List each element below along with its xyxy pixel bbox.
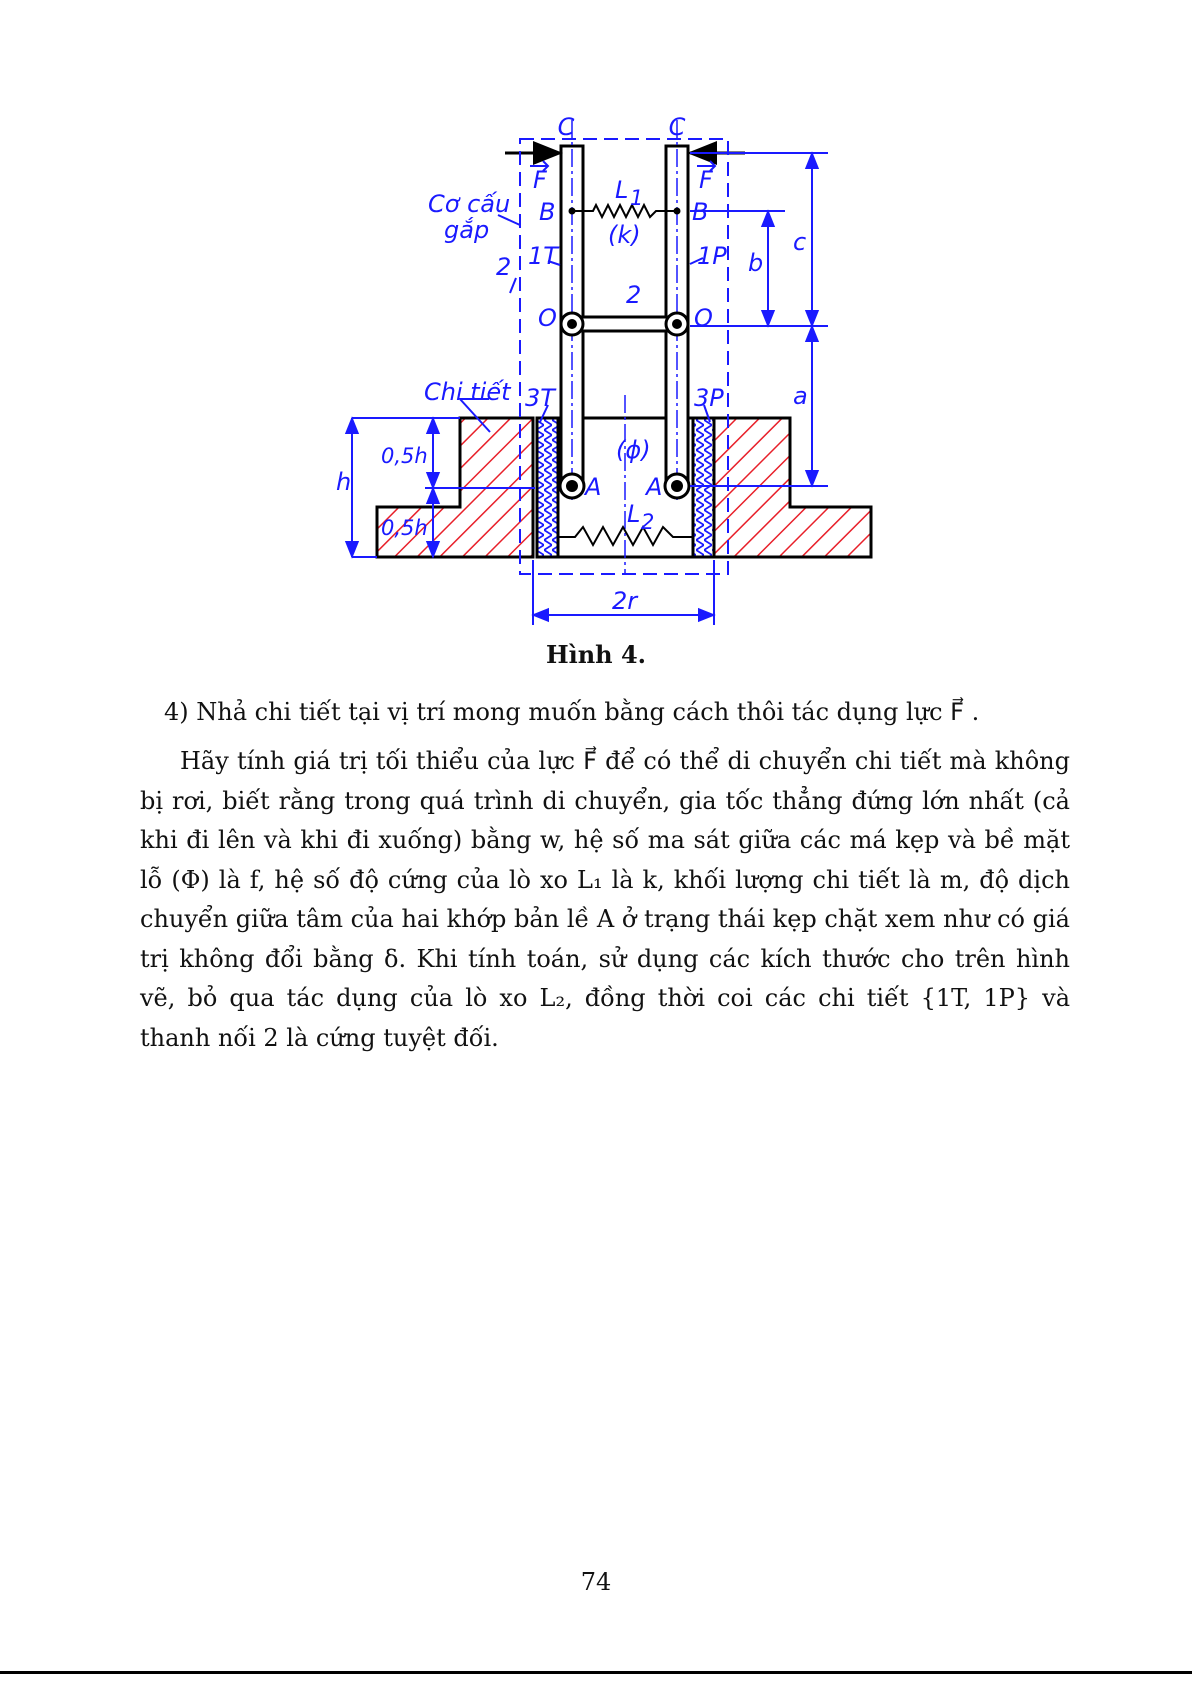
label-dim-b: b <box>748 249 764 277</box>
label-l2: L <box>627 500 641 528</box>
label-b-left: B <box>539 198 556 226</box>
label-c-right: C <box>668 113 686 141</box>
label-l2-sub: 2 <box>641 510 655 534</box>
label-b-right: B <box>692 198 709 226</box>
label-dim-h: h <box>336 468 352 496</box>
label-3p: 3P <box>694 384 724 412</box>
clamp-pad-3t <box>537 418 558 557</box>
list-item-4: 4) Nhả chi tiết tại vị trí mong muốn bằng cách thôi tác dụng lực F⃗ . <box>164 698 980 726</box>
label-k: (k) <box>608 221 641 249</box>
joint-a-right <box>665 474 689 498</box>
label-3t: 3T <box>525 384 555 412</box>
workpiece-right-section <box>714 418 871 557</box>
label-1t: 1T <box>528 242 558 270</box>
bottom-rule <box>0 1671 1192 1674</box>
page-number: 74 <box>580 1568 612 1596</box>
spring-l1 <box>572 205 677 217</box>
connecting-rod-2 <box>572 317 677 331</box>
gripper-mechanism-figure <box>0 0 1192 640</box>
label-dim-2r: 2r <box>612 587 638 615</box>
label-hole: (ϕ) <box>616 436 651 464</box>
label-l1-sub: 1 <box>630 186 644 210</box>
label-mechanism-line1: Cơ cấu <box>428 190 511 218</box>
label-detail: Chi tiết <box>424 378 511 406</box>
label-dim-c: c <box>793 228 807 256</box>
label-dim-a: a <box>793 382 808 410</box>
label-c-left: C <box>557 113 575 141</box>
label-part-2-lower: 2 <box>626 281 642 309</box>
joint-o-right <box>666 313 688 335</box>
joint-a-left <box>560 474 584 498</box>
label-mechanism-line2: gắp <box>444 216 490 244</box>
label-a-left: A <box>585 473 602 501</box>
figure-caption: Hình 4. <box>545 640 647 669</box>
label-half-h-lower: 0,5h <box>381 516 428 540</box>
label-1p: 1P <box>697 242 727 270</box>
label-o-right: O <box>694 304 713 332</box>
clamp-pad-3p <box>693 418 714 557</box>
label-f-right: F <box>699 166 713 194</box>
label-half-h-upper: 0,5h <box>381 444 428 468</box>
label-part-2-upper: 2 <box>496 253 512 281</box>
problem-paragraph: Hãy tính giá trị tối thiểu của lực F⃗ để có thể di chuyển chi tiết mà không bị rơi, biết rằng trong quá trình di chuyển, gia tốc thẳng đứng lớn nhất (cả khi đi lên và khi đi xuống) bằng w, hệ số ma sát giữa các má kẹp và bề mặt lỗ (Φ) là f, hệ số độ cứng của lò xo L₁ là k, khối lượng chi tiết là m, độ dịch chuyển giữa tâm của hai khớp bản lề A ở trạng thái kẹp chặt xem như có giá trị không đổi bằng δ. Khi tính toán, sử dụng các kích thước cho trên hình vẽ, bỏ qua tác dụng của lò xo L₂, đồng thời coi các chi tiết {1T, 1P} và thanh nối 2 là cứng tuyệt đối. <box>140 747 1070 1052</box>
label-l1: L <box>615 176 629 204</box>
label-o-left: O <box>538 304 557 332</box>
label-a-right: A <box>646 473 663 501</box>
label-f-left: F <box>533 166 547 194</box>
joint-o-left <box>561 313 583 335</box>
